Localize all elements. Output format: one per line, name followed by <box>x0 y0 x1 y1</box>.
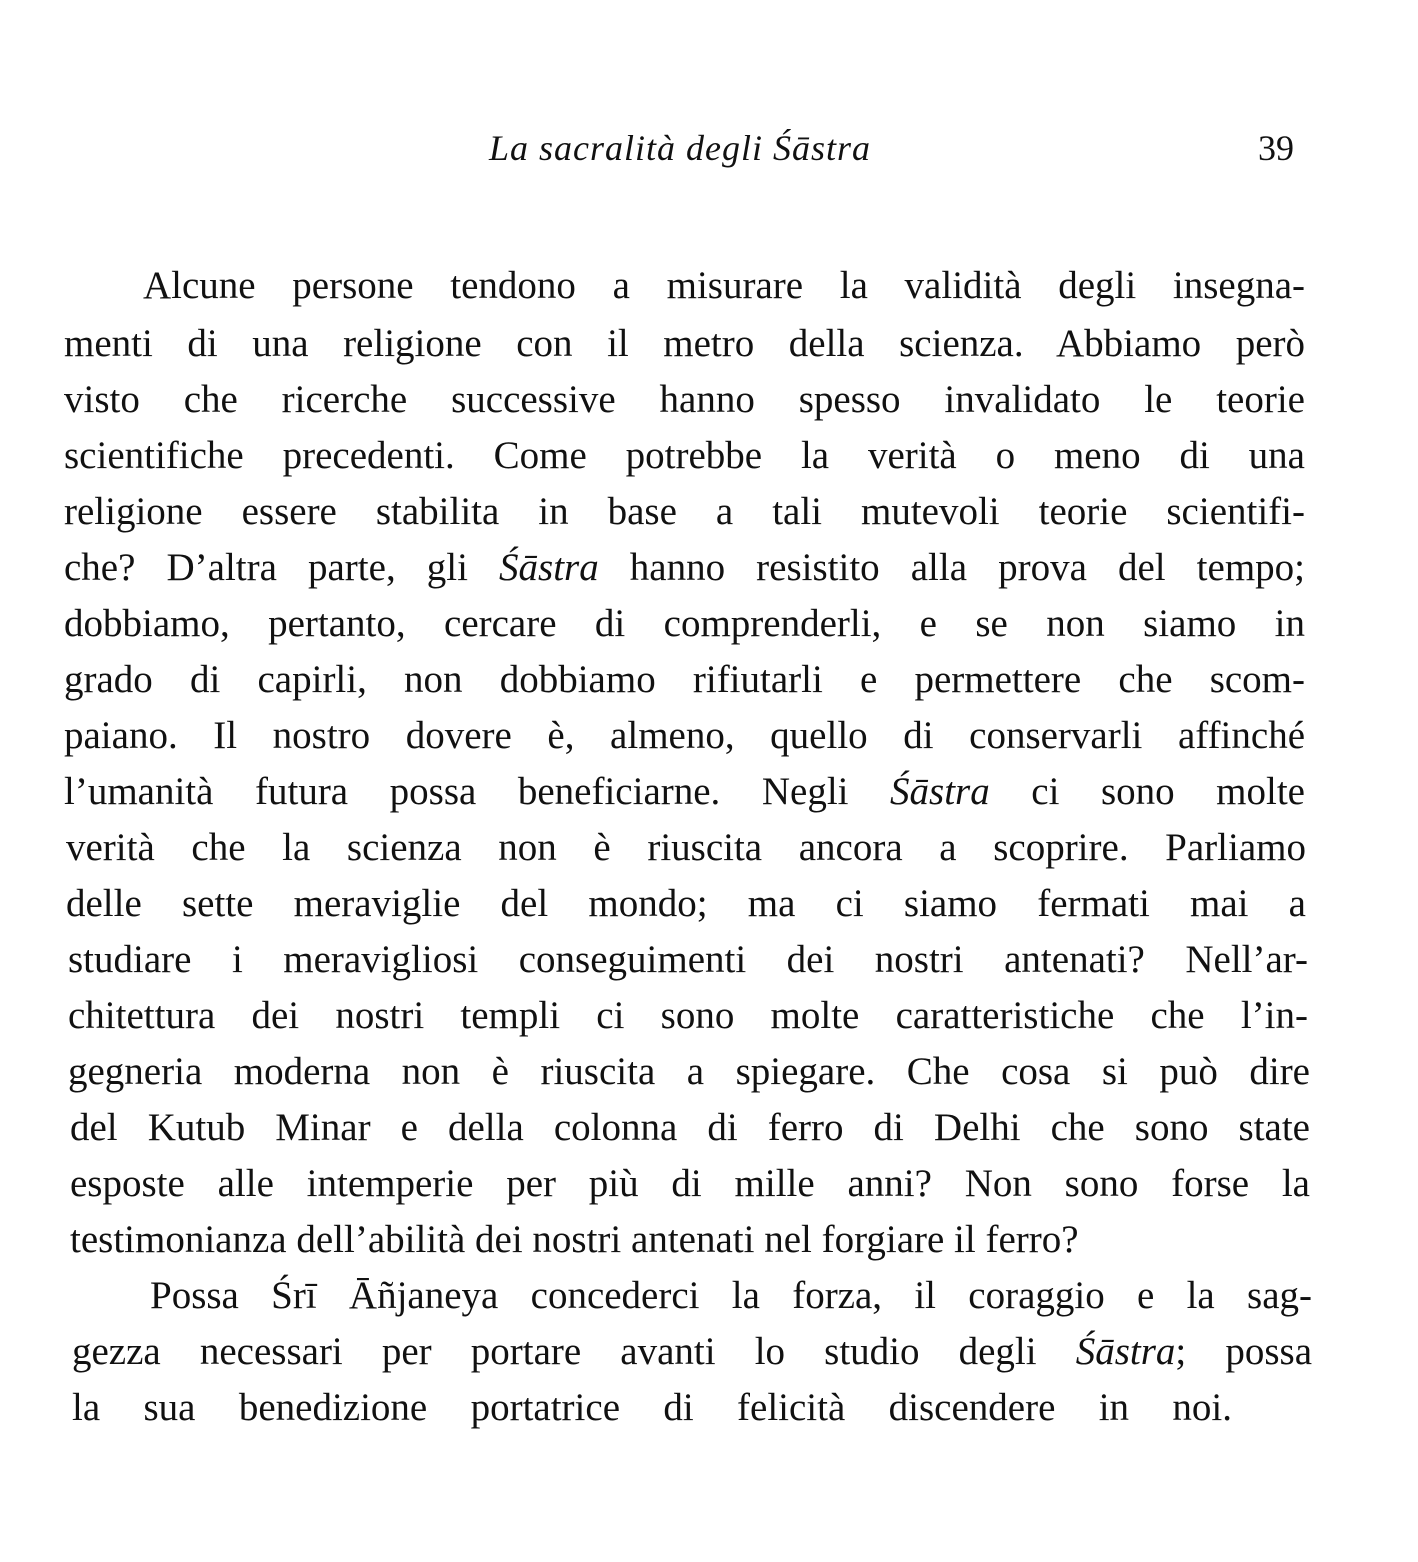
text-line <box>72 1328 1312 1376</box>
text-segment: ci sono molte <box>989 770 1305 813</box>
text-segment: hanno resistito alla prova del tempo; <box>598 546 1305 589</box>
page-number: 39 <box>1258 128 1294 168</box>
text-line <box>64 544 1305 592</box>
text-line: studiare i meravigliosi conseguimenti dei nostri antenati? Nell’ar- <box>68 938 1308 981</box>
text-line: delle sette meraviglie del mondo; ma ci siamo fermati mai a <box>66 882 1306 925</box>
text-line: chitettura dei nostri templi ci sono molte caratteristiche che l’in- <box>68 994 1308 1037</box>
text-line: religione essere stabilita in base a tali mutevoli teorie scientifi- <box>64 490 1305 533</box>
text-line: grado di capirli, non dobbiamo rifiutarli e permettere che scom- <box>64 658 1305 701</box>
text-line: testimonianza dell’abilità dei nostri antenati nel forgiare il ferro? <box>70 1218 1079 1261</box>
text-line: la sua benedizione portatrice di felicità discendere in noi. <box>72 1386 1232 1429</box>
text-segment: ; possa <box>1175 1330 1313 1373</box>
text-line <box>64 768 1305 816</box>
italic-term: Śāstra <box>890 770 990 813</box>
text-segment: che? D’altra parte, gli <box>64 546 500 589</box>
text-line: paiano. Il nostro dovere è, almeno, quello di conservarli affinché <box>64 714 1305 757</box>
text-line: scientifiche precedenti. Come potrebbe la verità o meno di una <box>64 434 1305 477</box>
text-segment: gezza necessari per portare avanti lo studio degli <box>72 1330 1076 1373</box>
running-title: La sacralità degli Śāstra <box>488 128 872 168</box>
text-line: dobbiamo, pertanto, cercare di comprenderli, e se non siamo in <box>64 602 1305 645</box>
text-line: verità che la scienza non è riuscita ancora a scoprire. Parliamo <box>66 826 1306 869</box>
text-line: visto che ricerche successive hanno spesso invalidato le teorie <box>64 378 1305 421</box>
text-line: menti di una religione con il metro della scienza. Abbiamo però <box>64 322 1305 365</box>
text-line: del Kutub Minar e della colonna di ferro di Delhi che sono state <box>70 1106 1310 1149</box>
italic-term: Śāstra <box>1075 1330 1176 1373</box>
text-segment: l’umanità futura possa beneficiarne. Negli <box>64 770 891 813</box>
text-line: gegneria moderna non è riuscita a spiegare. Che cosa si può dire <box>68 1050 1310 1093</box>
text-line: Possa Śrī Āñjaneya concederci la forza, il coraggio e la sag- <box>150 1274 1312 1317</box>
text-line: Alcune persone tendono a misurare la validità degli insegna- <box>143 264 1305 307</box>
text-line: esposte alle intemperie per più di mille anni? Non sono forse la <box>70 1162 1310 1205</box>
italic-term: Śāstra <box>499 546 599 589</box>
